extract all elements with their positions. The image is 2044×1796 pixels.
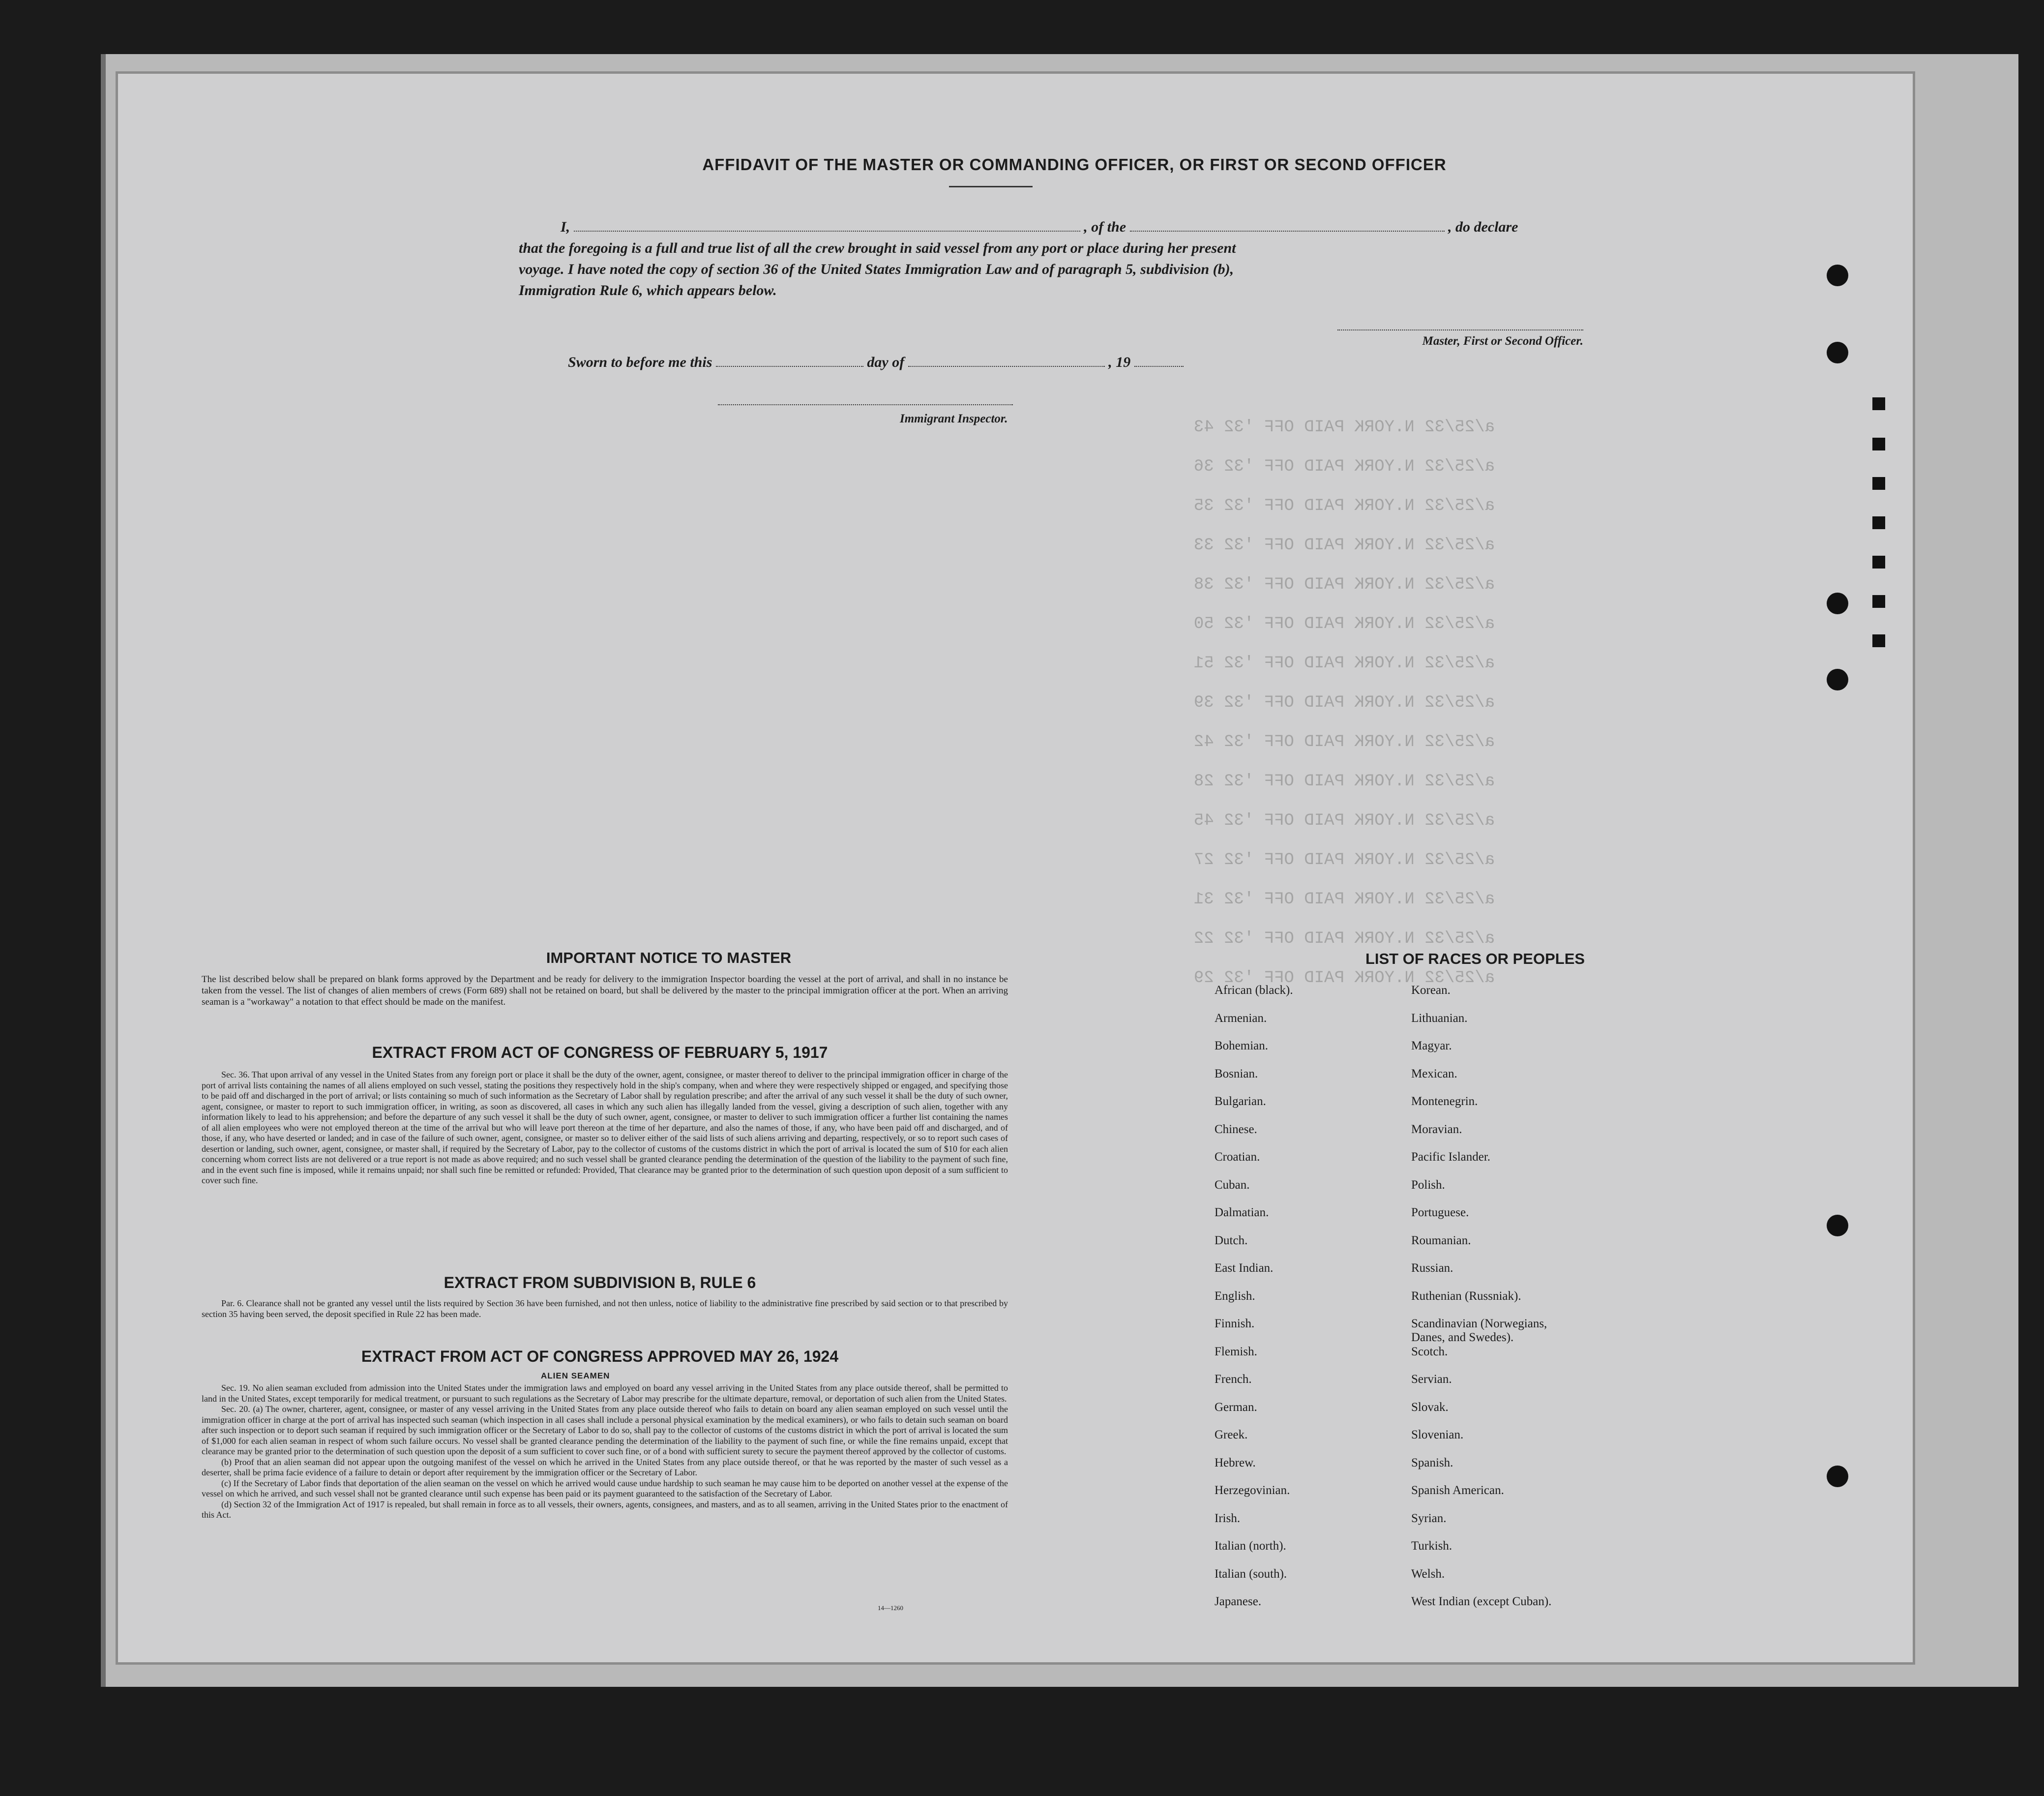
bleed-through-row: a/25/32 N.YORK PAID OFF '32 43 xyxy=(1193,418,1495,437)
race-item: Polish. xyxy=(1411,1178,1445,1192)
inspector-signature-line[interactable] xyxy=(718,404,1013,405)
affidavit-of-the: , of the xyxy=(1084,219,1126,235)
race-item: Slovenian. xyxy=(1411,1428,1464,1441)
race-item: Magyar. xyxy=(1411,1039,1452,1052)
edge-tab-mark xyxy=(1872,438,1885,450)
bleed-through-row: a/25/32 N.YORK PAID OFF '32 51 xyxy=(1193,654,1495,673)
extract-rule6-body xyxy=(202,1298,1008,1319)
binder-hole xyxy=(1827,342,1848,363)
edge-tab-mark xyxy=(1872,634,1885,647)
extract-rule6-title: EXTRACT FROM SUBDIVISION B, RULE 6 xyxy=(444,1274,756,1291)
master-name-blank[interactable] xyxy=(574,231,1080,232)
race-item: Dutch. xyxy=(1215,1233,1248,1247)
binder-hole xyxy=(1827,1466,1848,1487)
notice-title: IMPORTANT NOTICE TO MASTER xyxy=(546,949,792,966)
bleed-through-text xyxy=(782,418,1495,1008)
affidavit-declaration-line xyxy=(561,219,1518,236)
race-item: Syrian. xyxy=(1411,1511,1447,1525)
affidavit-declare: , do declare xyxy=(1448,219,1518,235)
race-item: Bulgarian. xyxy=(1215,1095,1266,1108)
race-item: African (black). xyxy=(1215,984,1293,997)
race-item: Montenegrin. xyxy=(1411,1095,1478,1108)
bleed-through-row: a/25/32 N.YORK PAID OFF '32 28 xyxy=(1193,772,1495,791)
binder-hole xyxy=(1827,669,1848,690)
sworn-year-blank[interactable] xyxy=(1134,366,1184,367)
affidavit-body-line: that the foregoing is a full and true list of all the crew brought in said vessel from any port or place during her present xyxy=(519,240,1236,256)
bleed-through-row: a/25/32 N.YORK PAID OFF '32 45 xyxy=(1193,811,1495,830)
sworn-day-of: day of xyxy=(867,354,905,370)
sworn-prefix: Sworn to before me this xyxy=(568,354,712,370)
edge-tab-mark xyxy=(1872,516,1885,529)
binder-hole xyxy=(1827,1215,1848,1236)
affidavit-i: I, xyxy=(561,219,570,235)
race-item: Italian (north). xyxy=(1215,1539,1286,1553)
section-20c-text: (c) If the Secretary of Labor finds that deportation of the alien seaman on the vessel on which he arrived would cause undue hardship to such seaman he may cause him to be deported on another vessel at the expense of the vessel on which he arrived, and such vessel shall not be granted clearance until such expense has been paid or its payment guaranteed to the satisfaction of the Secretary of Labor. xyxy=(202,1478,1008,1498)
vessel-name-blank[interactable] xyxy=(1130,231,1445,232)
paragraph-6-text: Par. 6. Clearance shall not be granted any vessel until the lists required by Section 36 have been furnished, and not then unless, notice of liability to the administrative fine prescribed by said section or to that prescribed by section 35 having been served, the deposit specified in Rule 22 has been made. xyxy=(202,1298,1008,1319)
form-number: 14—1260 xyxy=(878,1604,903,1612)
race-item: Dalmatian. xyxy=(1215,1206,1269,1219)
races-column-a xyxy=(1215,984,1401,1623)
bleed-through-row: a/25/32 N.YORK PAID OFF '32 31 xyxy=(1193,890,1495,909)
race-item: Spanish. xyxy=(1411,1456,1453,1469)
race-item: Portuguese. xyxy=(1411,1206,1469,1219)
race-item: Bosnian. xyxy=(1215,1067,1258,1080)
affidavit-body-line: Immigration Rule 6, which appears below. xyxy=(519,282,777,299)
bleed-through-row: a/25/32 N.YORK PAID OFF '32 35 xyxy=(1193,497,1495,515)
race-item: Turkish. xyxy=(1411,1539,1452,1553)
race-item: Korean. xyxy=(1411,984,1451,997)
race-item: Mexican. xyxy=(1411,1067,1457,1080)
inspector-label: Immigrant Inspector. xyxy=(900,412,1008,425)
bleed-through-row: a/25/32 N.YORK PAID OFF '32 39 xyxy=(1193,693,1495,712)
title-rule xyxy=(949,186,1033,187)
race-item: Pacific Islander. xyxy=(1411,1150,1491,1164)
section-20a-text: Sec. 20. (a) The owner, charterer, agent, consignee, or master of any vessel arriving in the United States from any place outside thereof who fails to detain on board any alien seaman employed on such vessel until the immigration officer in charge at the port of arrival has inspected such seaman (which inspection in all cases shall include a personal physical examination by the medical examiners), or who fails to detain such seaman on board after such inspection or to deport such seaman if required by such immigration officer or the Secretary of Labor to do so, shall pay to the collector of customs of the customs district in which the port of arrival is located the sum of $1,000 for each alien seaman in respect of whom such failure occurs. No vessel shall be granted clearance pending the determination of the liability to the payment of such fine, or while the fine remains unpaid, except that clearance may be granted prior to the determination of such question upon the deposit of a sum sufficient to cover such fine, or of a bond with sufficient surety to secure the payment thereof approved by the collector of customs. xyxy=(202,1404,1008,1456)
race-item: West Indian (except Cuban). xyxy=(1411,1595,1552,1608)
edge-tab-mark xyxy=(1872,595,1885,608)
bleed-through-row: a/25/32 N.YORK PAID OFF '32 33 xyxy=(1193,536,1495,555)
races-title: LIST OF RACES OR PEOPLES xyxy=(1365,950,1585,967)
extract-1917-title: EXTRACT FROM ACT OF CONGRESS OF FEBRUARY 5, 1917 xyxy=(372,1044,828,1061)
sworn-day-blank[interactable] xyxy=(716,366,863,367)
race-item: English. xyxy=(1215,1289,1255,1303)
bleed-through-row: a/25/32 N.YORK PAID OFF '32 29 xyxy=(1193,969,1495,988)
section-20b-text: (b) Proof that an alien seaman did not appear upon the outgoing manifest of the vessel on which he arrived in the United States from any place outside thereof, or that he was reported by the master of such vessel as a deserter, shall be prima facie evidence of a failure to detain or deport after requirement by the immigration officer or the Secretary of Labor. xyxy=(202,1457,1008,1477)
bleed-through-row: a/25/32 N.YORK PAID OFF '32 50 xyxy=(1193,615,1495,633)
race-item: Welsh. xyxy=(1411,1567,1445,1581)
extract-1917-body xyxy=(202,1070,1008,1186)
race-item: Scandinavian (Norwegians, Danes, and Swedes). xyxy=(1411,1317,1547,1344)
race-item: Cuban. xyxy=(1215,1178,1250,1192)
race-item: Greek. xyxy=(1215,1428,1248,1441)
affidavit-body-line: voyage. I have noted the copy of section 36 of the United States Immigration Law and of paragraph 5, subdivision (b), xyxy=(519,261,1234,277)
edge-tab-mark xyxy=(1872,556,1885,569)
race-item: Japanese. xyxy=(1215,1595,1262,1608)
signature-label: Master, First or Second Officer. xyxy=(1422,334,1583,348)
race-item: Lithuanian. xyxy=(1411,1011,1468,1025)
bleed-through-row: a/25/32 N.YORK PAID OFF '32 38 xyxy=(1193,575,1495,594)
race-item: Croatian. xyxy=(1215,1150,1260,1164)
binder-hole xyxy=(1827,593,1848,614)
races-column-b xyxy=(1411,984,1667,1623)
sworn-year: , 19 xyxy=(1108,354,1131,370)
race-item: East Indian. xyxy=(1215,1261,1274,1275)
bleed-through-row: a/25/32 N.YORK PAID OFF '32 36 xyxy=(1193,457,1495,476)
race-item: Herzegovinian. xyxy=(1215,1484,1290,1497)
notice-body: The list described below shall be prepared on blank forms approved by the Department and be ready for delivery to the immigration Inspector boarding the vessel at the port of arrival, and shall in no instance be taken from the vessel. The list of changes of alien members of crews (Form 689) shall not be retained on board, but shall be delivered by the master to the principal immigration officer at the port. When an arriving seaman is a "workaway" a notation to that effect should be made on the manifest. xyxy=(202,974,1008,1007)
edge-tab-mark xyxy=(1872,397,1885,410)
race-item: German. xyxy=(1215,1400,1257,1414)
race-item: Chinese. xyxy=(1215,1122,1257,1136)
race-item: Hebrew. xyxy=(1215,1456,1256,1469)
sworn-line xyxy=(568,354,1184,371)
race-item: Slovak. xyxy=(1411,1400,1449,1414)
sworn-month-blank[interactable] xyxy=(908,366,1105,367)
race-item: Scotch. xyxy=(1411,1345,1448,1358)
race-item: Servian. xyxy=(1411,1373,1452,1386)
race-item: Bohemian. xyxy=(1215,1039,1269,1052)
race-item: Roumanian. xyxy=(1411,1233,1471,1247)
section-36-text: Sec. 36. That upon arrival of any vessel in the United States from any foreign port or place it shall be the duty of the owner, agent, consignee, or master thereof to deliver to the principal immigration officer in charge of the port of arrival lists containing the names of all aliens employed on such vessel, stating the positions they respectively hold in the ship's company, when and where they were respectively shipped or engaged, and specifying those to be paid off and discharged in the port of arrival; or lists containing so much of such information as the Secretary of Labor shall by regulation prescribe; and after the arrival of any such vessel it shall be the duty of such owner, agent, consignee, or master to report to such immigration officer, in writing, as soon as discovered, all cases in which any such alien has illegally landed from the vessel, giving a description of such alien, together with any information likely to lead to his apprehension; and before the departure of any such vessel it shall be the duty of such owner, agent, consignee, or master to deliver to such immigration officer a further list containing the names of all alien employees who were not employed thereon at the time of the arrival but who will leave port thereon at the time of her departure, and also the names of those, if any, who have been paid off and discharged, and of those, if any, who have deserted or landed; and in case of the failure of such owner, agent, consignee, or master so to deliver either of the said lists of such aliens arriving and departing, respectively, or so to report such cases of desertion or landing, such owner, agent, consignee, or master shall, if required by the Secretary of Labor, pay to the collector of customs of the customs district in which the port of arrival is located the sum of $10 for each alien concerning whom correct lists are not delivered or a true report is not made as above required; and no such vessel shall be granted clearance pending the determination of the question of the liability to the payment of such fine, and in the event such fine is imposed, while it remains unpaid; nor shall such fine be remitted or refunded: Provided, That clearance may be granted prior to the determination of such question upon deposit of a sum sufficient to cover such fine. xyxy=(202,1070,1008,1185)
section-19-text: Sec. 19. No alien seaman excluded from admission into the United States under the immigration laws and employed on board any vessel arriving in the United States from any place outside thereof, shall be permitted to land in the United States, except temporarily for medical treatment, or pursuant to such regulations as the Secretary of Labor may prescribe for the ultimate departure, removal, or deportation of such alien from the United States. xyxy=(202,1383,1008,1404)
signature-line[interactable] xyxy=(1337,329,1583,330)
race-item: Russian. xyxy=(1411,1261,1453,1275)
race-item: Flemish. xyxy=(1215,1345,1257,1358)
document-page xyxy=(118,74,1913,1662)
race-item: Ruthenian (Russniak). xyxy=(1411,1289,1521,1303)
race-item: Irish. xyxy=(1215,1511,1241,1525)
extract-1924-body xyxy=(202,1383,1008,1521)
race-item: Italian (south). xyxy=(1215,1567,1287,1581)
race-item: Spanish American. xyxy=(1411,1484,1504,1497)
alien-seamen-heading: ALIEN SEAMEN xyxy=(541,1371,610,1380)
extract-1924-title: EXTRACT FROM ACT OF CONGRESS APPROVED MAY 26, 1924 xyxy=(361,1347,839,1365)
section-20d-text: (d) Section 32 of the Immigration Act of 1917 is repealed, but shall remain in force as to all vessels, their owners, agents, consignees, and masters, and as to all seamen, arriving in the United States prior to the enactment of this Act. xyxy=(202,1499,1008,1520)
bleed-through-row: a/25/32 N.YORK PAID OFF '32 42 xyxy=(1193,733,1495,751)
race-item: Moravian. xyxy=(1411,1122,1462,1136)
race-item: Finnish. xyxy=(1215,1317,1255,1330)
race-item: Armenian. xyxy=(1215,1011,1267,1025)
bleed-through-row: a/25/32 N.YORK PAID OFF '32 22 xyxy=(1193,929,1495,948)
edge-tab-mark xyxy=(1872,477,1885,490)
affidavit-title: AFFIDAVIT OF THE MASTER OR COMMANDING OFFICER, OR FIRST OR SECOND OFFICER xyxy=(702,155,1447,174)
race-item: French. xyxy=(1215,1373,1252,1386)
binder-hole xyxy=(1827,265,1848,286)
bleed-through-row: a/25/32 N.YORK PAID OFF '32 27 xyxy=(1193,851,1495,869)
